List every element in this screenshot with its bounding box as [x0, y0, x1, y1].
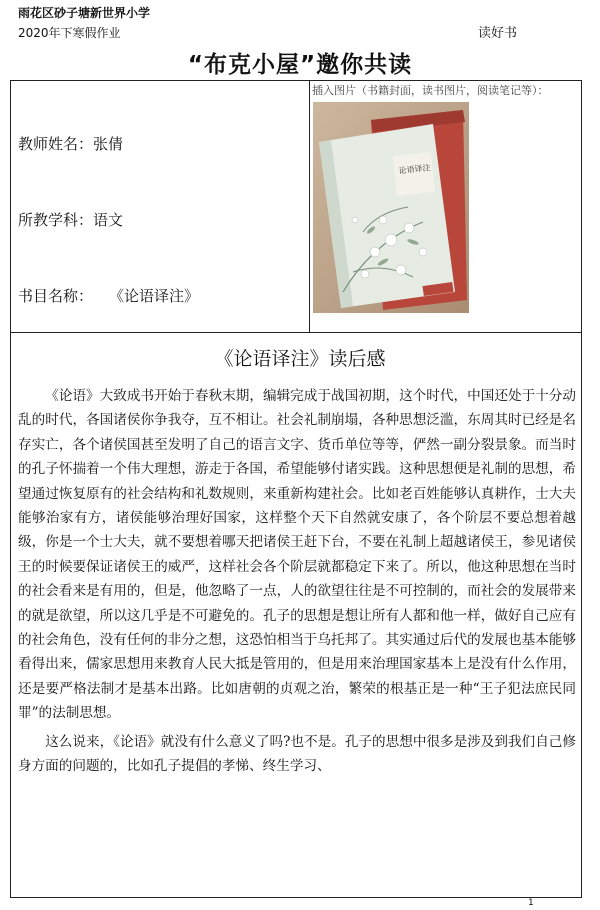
table-horizontal-divider: [10, 332, 582, 333]
header-category: 读好书: [478, 26, 518, 41]
essay-paragraph: 《论语》大致成书开始于春秋末期，编辑完成于战国初期，这个时代，中国还处于十分动乱的时代，各国诸侯你争我夺，互不相让。社会礼制崩塌，各种思想泛滥，东周其时已经是名存实亡，各个诸侯国甚至发明了自己的语言文字、货币单位等等，俨然一副分裂景象。而当时的孔子怀揣着一个伟大理想，游走于各国，希望能够付诸实践。这种思想便是礼制的思想，希望通过恢复原有的社会结构和礼数规则，来重新构建社会。比如老百姓能够认真耕作，士大夫能够治家有方，诸侯能够治理好国家，这样整个天下自然就安康了，各个阶层不要总想着越级，你是一个士大夫，就不要想着哪天把诸侯王赶下台，不要在礼制上超越诸侯王，参见诸侯王的时候要保证诸侯王的威严，这样社会各个阶层就都稳定下来了。所以，他这种思想在当时的社会看来是有用的，但是，他忽略了一点，人的欲望往往是不可控制的，而社会的发展带来的就是欲望，所以这几乎是不可避免的。孔子的思想是想让所有人都和他一样，做好自己应有的社会角色，没有任何的非分之想，这恐怕相当于乌托邦了。其实通过后代的发展也基本能够看得出来，儒家思想用来教育人民大抵是管用的，但是用来治理国家基本上是没有什么作用，还是要严格法制才是基本出路。比如唐朝的贞观之治，繁荣的根基正是一种“王子犯法庶民同罪”的法制思想。: [18, 388, 576, 722]
header-school: 雨花区砂子塘新世界小学: [18, 6, 151, 20]
book-title-value: 《论语译注》: [109, 287, 200, 305]
book-cover-title: 论语译注: [398, 163, 431, 176]
insert-image-label: 插入图片（书籍封面，读书图片，阅读笔记等）：: [312, 84, 549, 97]
teacher-name-label: 教师姓名：: [18, 135, 94, 153]
essay-paragraph: 这么说来，《论语》就没有什么意义了吗?也不是。孔子的思想中很多是涉及到我们自己修身方面的问题的，比如孔子提倡的孝悌、终生学习、: [18, 733, 576, 775]
teacher-name-value: 张倩: [93, 135, 124, 153]
teacher-name-field: [18, 133, 123, 154]
subject-field: [18, 209, 123, 230]
book-title-label: 书目名称：: [18, 287, 94, 305]
subject-value: 语文: [93, 211, 124, 229]
book-photo: [313, 102, 469, 313]
essay-body: [18, 384, 576, 783]
subject-label: 所教学科：: [18, 211, 94, 229]
page-number: 1: [528, 898, 534, 908]
header-assignment: 2020年下寒假作业: [18, 26, 121, 40]
table-vertical-divider: [309, 80, 310, 333]
book-title-field: [18, 285, 199, 306]
page-title: “布克小屋”邀你共读: [187, 52, 413, 78]
essay-title: 《论语译注》读后感: [214, 348, 386, 370]
